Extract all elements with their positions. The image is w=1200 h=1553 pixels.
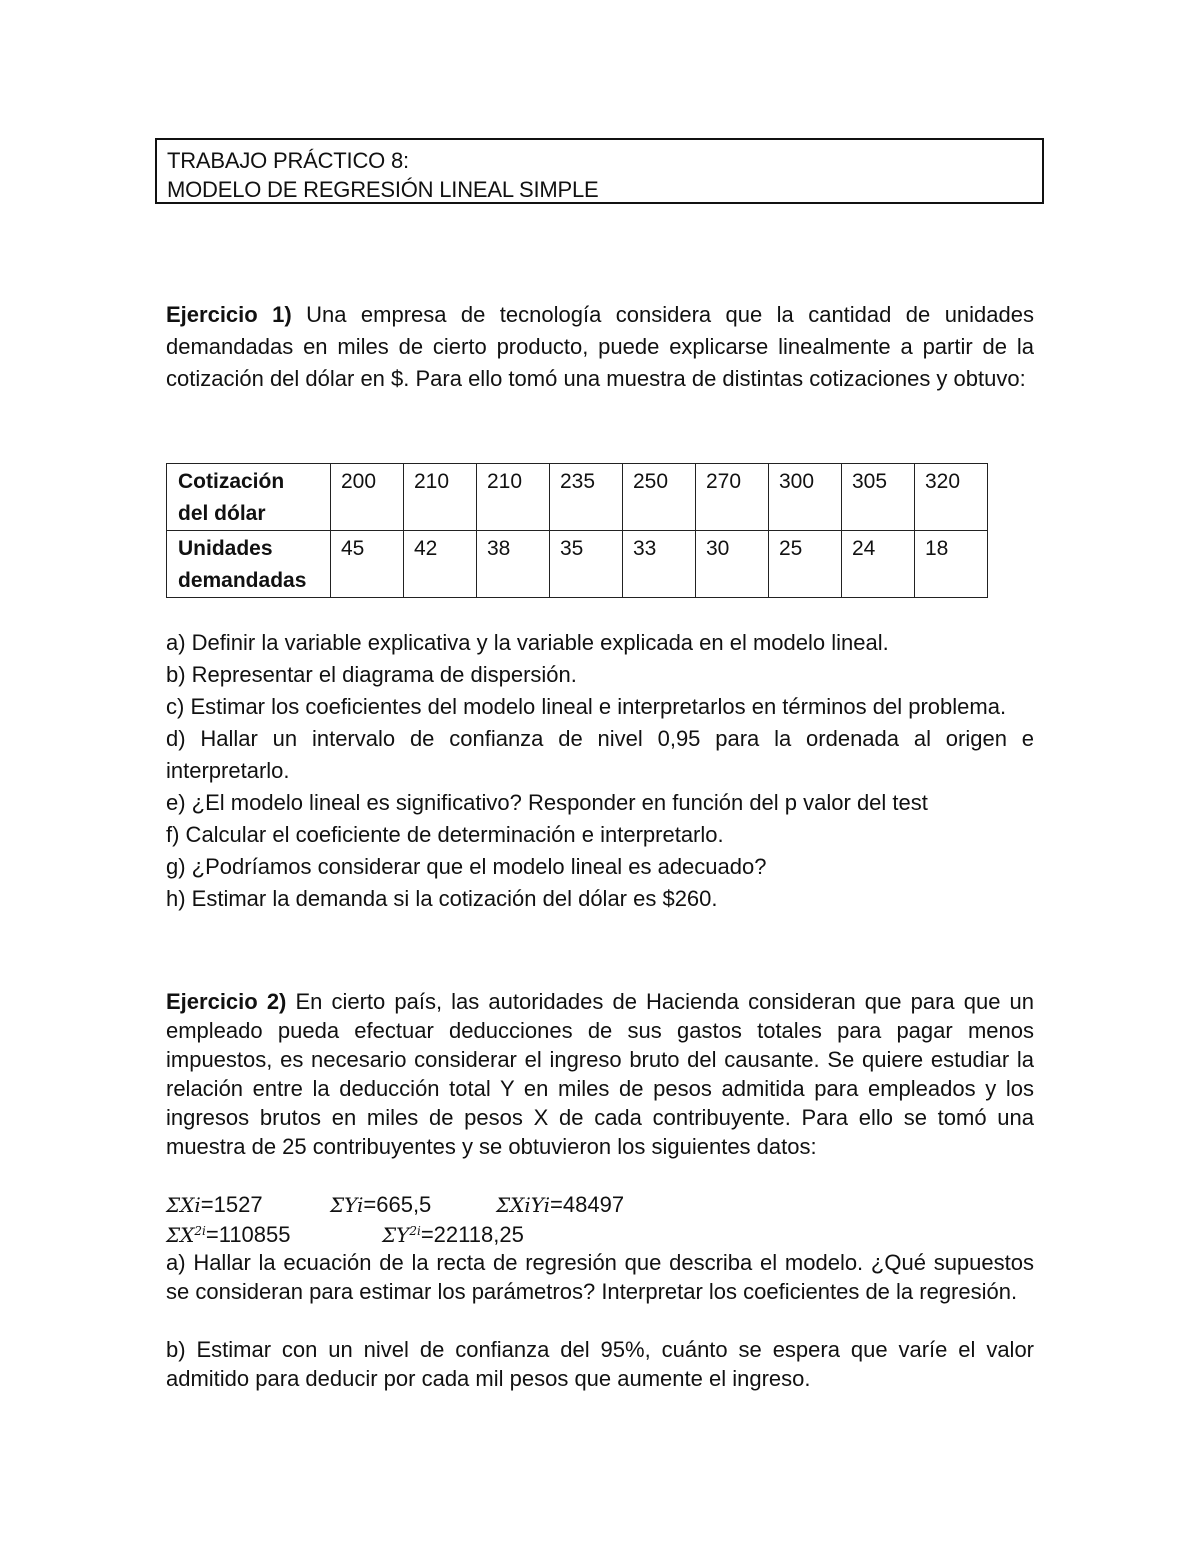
list-item: e) ¿El modelo lineal es significativo? Responder en función del p valor del test xyxy=(166,790,928,815)
exercise-1-text: Una empresa de tecnología considera que la cantidad de unidades demandadas en miles de cierto producto, puede explicarse linealmente a partir de la cotización del dólar en $. Para ello tomó una muestra de distintas cotizaciones y obtuvo: xyxy=(166,302,1034,391)
table-cell: 210 xyxy=(477,464,550,531)
table-cell: 235 xyxy=(550,464,623,531)
table-cell: 30 xyxy=(696,531,769,598)
table-cell: 250 xyxy=(623,464,696,531)
list-item: d) Hallar un intervalo de confianza de nivel 0,95 para la ordenada al origen e interpretarlo. xyxy=(166,726,1034,783)
list-item: g) ¿Podríamos considerar que el modelo lineal es adecuado? xyxy=(166,854,767,879)
exercise-1-items xyxy=(166,627,1034,915)
sum-y: ΣYi=665,5 xyxy=(330,1192,432,1217)
list-item: h) Estimar la demanda si la cotización del dólar es $260. xyxy=(166,886,718,911)
sum-x-squared: $\Sigma X^{2i}=110855$ xyxy=(166,1222,291,1247)
data-table xyxy=(166,463,988,598)
exercise-2-item-b: b) Estimar con un nivel de confianza del 95%, cuánto se espera que varíe el valor admitido para deducir por cada mil pesos que aumente el ingreso. xyxy=(166,1337,1034,1391)
table-row xyxy=(167,464,988,531)
title-line-2: MODELO DE REGRESIÓN LINEAL SIMPLE xyxy=(167,177,599,202)
table-row-label: Unidades demandadas xyxy=(167,531,331,598)
list-item: b) Representar el diagrama de dispersión. xyxy=(166,662,577,687)
table-row-label: Cotización del dólar xyxy=(167,464,331,531)
table-cell: 25 xyxy=(769,531,842,598)
table-cell: 270 xyxy=(696,464,769,531)
table-cell: 33 xyxy=(623,531,696,598)
list-item: c) Estimar los coeficientes del modelo lineal e interpretarlos en términos del problema. xyxy=(166,694,1007,719)
exercise-2-intro xyxy=(166,987,1034,1161)
exercise-2-item-a: a) Hallar la ecuación de la recta de regresión que describa el modelo. ¿Qué supuestos se consideran para estimar los parámetros? Interpretar los coeficientes de la regresión. xyxy=(166,1250,1034,1304)
table-cell: 300 xyxy=(769,464,842,531)
exercise-2-label: Ejercicio 2) xyxy=(166,989,287,1014)
sums-block xyxy=(166,1192,1034,1248)
table-cell: 210 xyxy=(404,464,477,531)
table-row xyxy=(167,531,988,598)
list-item: a) Definir la variable explicativa y la variable explicada en el modelo lineal. xyxy=(166,630,889,655)
table-cell: 45 xyxy=(331,531,404,598)
exercise-2-text: En cierto país, las autoridades de Hacienda consideran que para que un empleado pueda efectuar deducciones de sus gastos totales para pagar menos impuestos, es necesario considerar el ingreso bruto del causante. Se quiere estudiar la relación entre la deducción total Y en miles de pesos admitida para empleados y los ingresos brutos en miles de pesos X de cada contribuyente. Para ello se tomó una muestra de 25 contribuyentes y se obtuvieron los siguientes datos: xyxy=(166,989,1034,1159)
list-item: f) Calcular el coeficiente de determinación e interpretarlo. xyxy=(166,822,724,847)
exercise-1-label: Ejercicio 1) xyxy=(166,302,292,327)
table-cell: 42 xyxy=(404,531,477,598)
table-cell: 18 xyxy=(915,531,988,598)
table-cell: 200 xyxy=(331,464,404,531)
sum-y-squared: $\Sigma Y^{2i}=22118,25$ xyxy=(382,1222,524,1247)
title-box xyxy=(155,138,1044,204)
table-cell: 35 xyxy=(550,531,623,598)
title-line-1: TRABAJO PRÁCTICO 8: xyxy=(167,148,409,173)
sum-x: ΣXi=1527 xyxy=(166,1192,263,1217)
table-cell: 24 xyxy=(842,531,915,598)
sum-xy: ΣXiYi=48497 xyxy=(496,1192,625,1217)
exercise-1-intro xyxy=(166,299,1034,395)
table-cell: 305 xyxy=(842,464,915,531)
table-cell: 38 xyxy=(477,531,550,598)
table-cell: 320 xyxy=(915,464,988,531)
